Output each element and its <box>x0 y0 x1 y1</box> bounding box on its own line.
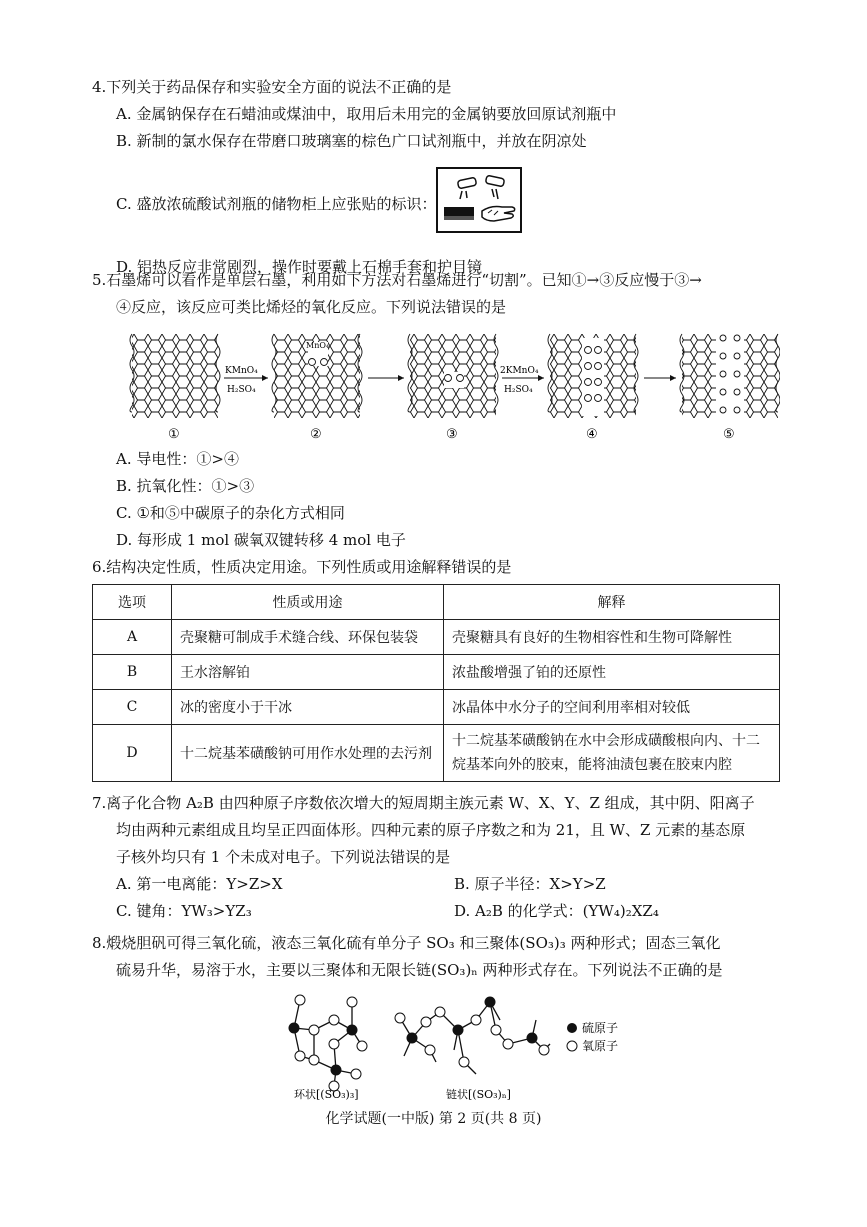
q4-option-a: A. 金属钠保存在石蜡油或煤油中，取用后未用完的金属钠要放回原试剂瓶中 <box>116 105 617 123</box>
q7-stem-line2: 均由两种元素组成且均呈正四面体形。四种元素的原子序数之和为 21，且 W、Z 元素的基态原 <box>116 821 746 839</box>
ring-atoms <box>289 995 368 1091</box>
reagent-1-bottom: H₂SO₄ <box>227 385 256 395</box>
question-4 <box>92 74 792 281</box>
question-6 <box>92 554 792 581</box>
graphene-cutting-diagram <box>120 328 780 446</box>
table-row <box>93 690 780 725</box>
q8-stem-line1: 8.煅烧胆矾可得三氧化硫，液态三氧化硫有单分子 SO₃ 和三聚体(SO₃)₃ 两种形式；固态三氧化 <box>92 934 721 952</box>
graphene-sheet-3 <box>408 334 498 418</box>
mno4-label: MnO₄ <box>306 341 330 350</box>
legend-oxygen: 氧原子 <box>582 1039 619 1053</box>
q7-stem-line3: 子核外均只有 1 个未成对电子。下列说法错误的是 <box>116 848 451 866</box>
table-header: 性质或用途 <box>172 585 444 620</box>
q7-option-b: B. 原子半径：X>Y>Z <box>454 875 606 893</box>
q5-option-d: D. 每形成 1 mol 碳氧双键转移 4 mol 电子 <box>116 531 406 549</box>
table-row <box>93 620 780 655</box>
q5-options <box>92 446 792 554</box>
q6-table <box>92 584 780 782</box>
q7-stem-line1: 7.离子化合物 A₂B 由四种原子序数依次增大的短周期主族元素 W、X、Y、Z 组成，其中阴、阳离子 <box>92 794 755 812</box>
question-7 <box>92 790 792 925</box>
q4-option-c: C. 盛放浓硫酸试剂瓶的储物柜上应张贴的标识： <box>116 195 437 213</box>
chain-caption: 链状[(SO₃)ₙ] <box>446 1088 511 1100</box>
label-5: ⑤ <box>723 427 735 442</box>
q6-stem: 6.结构决定性质，性质决定用途。下列性质或用途解释错误的是 <box>92 558 512 576</box>
q4-stem: 4.下列关于药品保存和实验安全方面的说法不正确的是 <box>92 78 452 96</box>
q5-option-c: C. ①和⑤中碳原子的杂化方式相同 <box>116 504 345 522</box>
sulfur-legend-icon <box>567 1023 577 1033</box>
label-2: ② <box>310 427 322 442</box>
table-cell: 壳聚糖具有良好的生物相容性和生物可降解性 <box>444 620 780 655</box>
q5-option-b: B. 抗氧化性：①>③ <box>116 477 255 495</box>
graphene-sheet-4 <box>548 334 638 418</box>
table-cell: 十二烷基苯磺酸钠在水中会形成磺酸根向内、十二烷基苯向外的胶束，能将油渍包裹在胶束内腔 <box>444 725 780 782</box>
q7-option-d: D. A₂B 的化学式：(YW₄)₂XZ₄ <box>454 902 659 920</box>
ring-caption: 环状[(SO₃)₃] <box>294 1088 359 1100</box>
q5-stem-line1: 5.石墨烯可以看作是单层石墨，利用如下方法对石墨烯进行“切割”。已知①→③反应慢于③→ <box>92 271 702 289</box>
q7-option-a: A. 第一电离能：Y>Z>X <box>116 875 283 893</box>
question-5 <box>92 267 792 321</box>
label-3: ③ <box>446 427 458 442</box>
table-row <box>93 725 780 782</box>
page-footer: 化学试题(一中版) 第 2 页(共 8 页) <box>325 1111 542 1127</box>
table-cell: 十二烷基苯磺酸钠可用作水处理的去污剂 <box>172 725 444 782</box>
legend-sulfur: 硫原子 <box>582 1021 619 1035</box>
question-8 <box>92 930 792 984</box>
table-cell: D <box>93 725 172 782</box>
table-cell: 王水溶解铂 <box>172 655 444 690</box>
table-cell: 冰晶体中水分子的空间利用率相对较低 <box>444 690 780 725</box>
q5-option-a: A. 导电性：①>④ <box>116 450 239 468</box>
q4-option-d: D. 铝热反应非常剧烈，操作时要戴上石棉手套和护目镜 <box>116 258 483 276</box>
table-cell: 冰的密度小于干冰 <box>172 690 444 725</box>
q5-stem-line2: ④反应，该反应可类比烯烃的氧化反应。下列说法错误的是 <box>116 298 507 316</box>
q7-option-c: C. 键角：YW₃>YZ₃ <box>116 902 252 920</box>
reagent-1-top: KMnO₄ <box>225 366 258 376</box>
table-cell: 浓盐酸增强了铂的还原性 <box>444 655 780 690</box>
q7-options-row1 <box>92 871 792 898</box>
reagent-2-bottom: H₂SO₄ <box>504 385 533 395</box>
q4-option-c-row <box>92 167 792 242</box>
graphene-sheet-5 <box>680 334 780 418</box>
reagent-2-top: 2KMnO₄ <box>500 366 539 376</box>
label-1: ① <box>168 427 180 442</box>
table-cell: 壳聚糖可制成手术缝合线、环保包装袋 <box>172 620 444 655</box>
corrosive-hazard-icon <box>436 167 522 242</box>
table-row <box>93 655 780 690</box>
oxygen-legend-icon <box>567 1041 577 1051</box>
label-4: ④ <box>586 427 598 442</box>
graphene-sheet-1 <box>130 334 220 418</box>
so3-structure-diagram <box>280 990 670 1100</box>
q8-stem-line2: 硫易升华，易溶于水，主要以三聚体和无限长链(SO₃)ₙ 两种形式存在。下列说法不正确的是 <box>116 961 723 979</box>
graphene-sheet-2 <box>272 334 362 418</box>
table-cell: B <box>93 655 172 690</box>
table-header: 选项 <box>93 585 172 620</box>
q7-options-row2 <box>92 898 792 925</box>
q4-option-b: B. 新制的氯水保存在带磨口玻璃塞的棕色广口试剂瓶中，并放在阴凉处 <box>116 132 587 150</box>
table-cell: C <box>93 690 172 725</box>
table-cell: A <box>93 620 172 655</box>
table-header-row <box>93 585 780 620</box>
table-header: 解释 <box>444 585 780 620</box>
